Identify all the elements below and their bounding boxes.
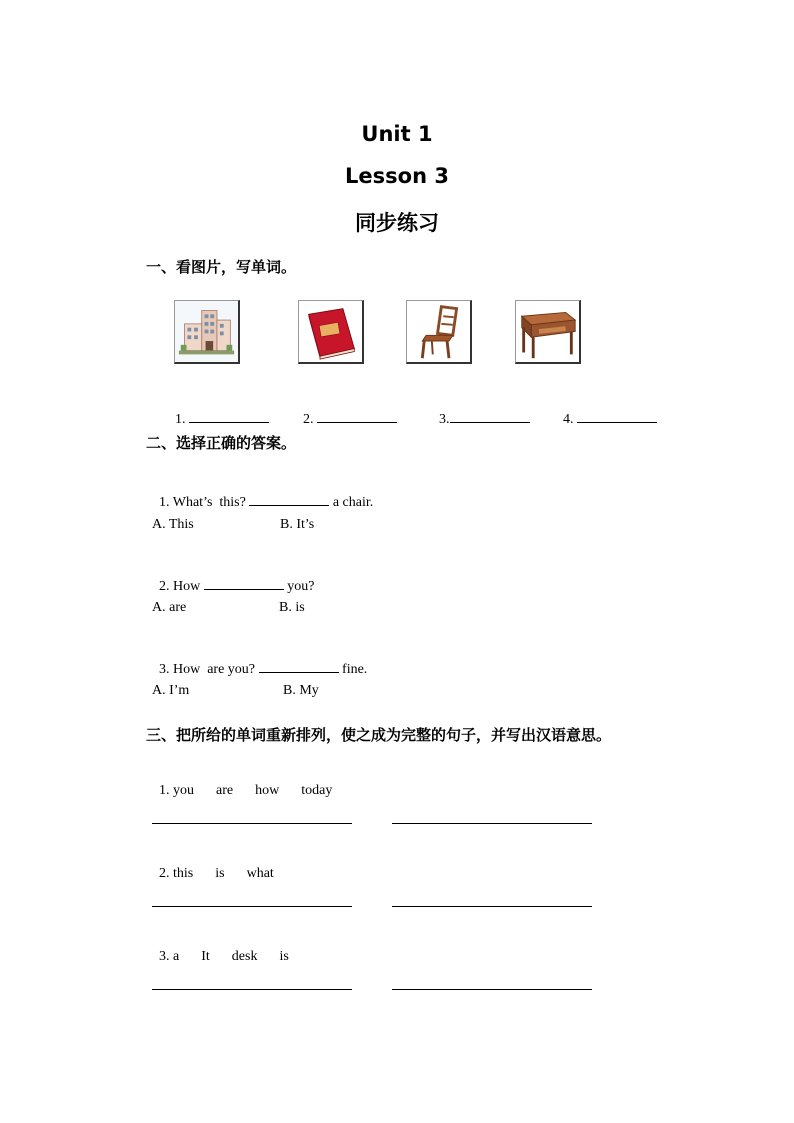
blank-2[interactable]: 2. [296,392,397,428]
chair-icon [406,300,472,364]
desk-icon [515,300,581,364]
book-icon [298,300,364,364]
answer-line-1b[interactable] [392,823,592,824]
answer-line-2b[interactable] [392,906,592,907]
option-1a[interactable]: A. This [152,517,194,532]
building-icon [174,300,240,364]
scramble-1: 1. you are how today [159,783,333,798]
lesson-title: Lesson 3 [345,164,449,188]
question-1: 1. What’s this? a chair. [152,475,373,511]
scramble-2: 2. this is what [159,866,274,881]
option-2b[interactable]: B. is [279,600,305,615]
blank-1[interactable]: 1. [168,392,269,428]
page-subtitle: 同步练习 [355,211,439,235]
section1-heading: 一、看图片，写单词。 [146,258,297,276]
answer-blank-3[interactable] [259,658,339,673]
section3-heading: 三、把所给的单词重新排列，使之成为完整的句子，并写出汉语意思。 [146,726,612,744]
question-2: 2. How you? [152,559,314,595]
answer-line-3b[interactable] [392,989,592,990]
unit-title: Unit 1 [361,122,433,146]
option-3a[interactable]: A. I’m [152,683,190,698]
answer-line-1a[interactable] [152,823,352,824]
option-3b[interactable]: B. My [283,683,319,698]
scramble-3: 3. a It desk is [159,949,289,964]
option-2a[interactable]: A. are [152,600,187,615]
option-1b[interactable]: B. It’s [280,517,315,532]
question-3: 3. How are you? fine. [152,642,367,678]
answer-blank-1[interactable] [249,491,329,506]
section2-heading: 二、选择正确的答案。 [146,434,297,452]
blank-3[interactable]: 3. [432,392,530,428]
answer-line-2a[interactable] [152,906,352,907]
blank-4[interactable]: 4. [556,392,657,428]
answer-blank-2[interactable] [204,575,284,590]
answer-line-3a[interactable] [152,989,352,990]
